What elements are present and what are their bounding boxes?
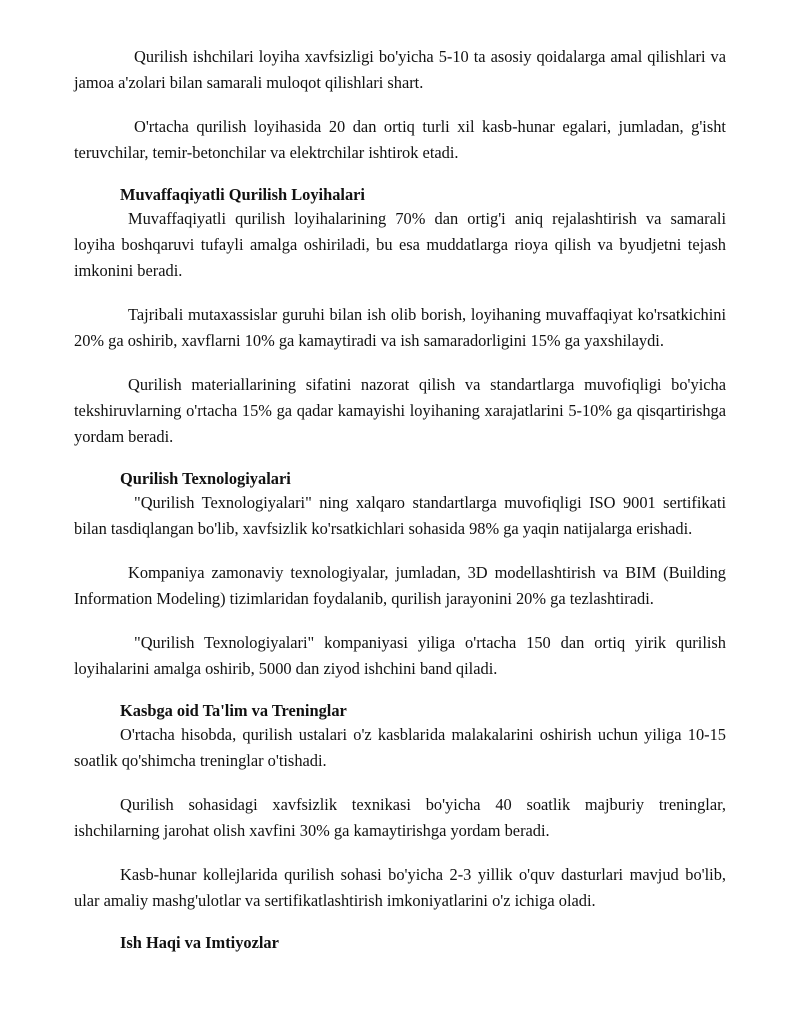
section-heading: Ish Haqi va Imtiyozlar <box>120 933 279 952</box>
paragraph: Kompaniya zamonaviy texnologiyalar, jumladan, 3D modellashtirish va BIM (Building Information Modeling) tizimlaridan foydalanib, qurilish jarayonini 20% ga tezlashtiradi. <box>74 563 726 608</box>
paragraph: Qurilish ishchilari loyiha xavfsizligi bo'yicha 5-10 ta asosiy qoidalarga amal qilishlari va jamoa a'zolari bilan samarali muloqot qilishlari shart. <box>74 47 726 92</box>
section-heading: Muvaffaqiyatli Qurilish Loyihalari <box>120 185 365 204</box>
section-heading: Kasbga oid Ta'lim va Treninglar <box>120 701 347 720</box>
paragraph: O'rtacha hisobda, qurilish ustalari o'z kasblarida malakalarini oshirish uchun yiliga 10-15 soatlik qo'shimcha treninglar o'tishadi. <box>74 725 726 770</box>
paragraph: Qurilish materiallarining sifatini nazorat qilish va standartlarga muvofiqligi bo'yicha tekshiruvlarning o'rtacha 15% ga qadar kamayishi loyihaning xarajatlarini 5-10% ga qisqartirishga yordam beradi. <box>74 375 726 446</box>
paragraph: "Qurilish Texnologiyalari" kompaniyasi yiliga o'rtacha 150 dan ortiq yirik qurilish loyihalarini amalga oshirib, 5000 dan ziyod ishchini band qiladi. <box>74 633 726 678</box>
paragraph: Muvaffaqiyatli qurilish loyihalarining 70% dan ortig'i aniq rejalashtirish va samarali loyiha boshqaruvi tufayli amalga oshiriladi, bu esa muddatlarga rioya qilish va byudjetni tejash imkonini beradi. <box>74 209 726 280</box>
paragraph: Kasb-hunar kollejlarida qurilish sohasi bo'yicha 2-3 yillik o'quv dasturlari mavjud bo'lib, ular amaliy mashg'ulotlar va sertifikatlashtirish imkoniyatlarini o'z ichiga oladi. <box>74 865 726 910</box>
paragraph: Tajribali mutaxassislar guruhi bilan ish olib borish, loyihaning muvaffaqiyat ko'rsatkichini 20% ga oshirib, xavflarni 10% ga kamaytiradi va ish samaradorligini 15% ga yaxshilaydi. <box>74 305 726 350</box>
section-heading: Qurilish Texnologiyalari <box>120 469 291 488</box>
paragraph: Qurilish sohasidagi xavfsizlik texnikasi bo'yicha 40 soatlik majburiy treninglar, ishchilarning jarohat olish xavfini 30% ga kamaytirishga yordam beradi. <box>74 795 726 840</box>
paragraph: "Qurilish Texnologiyalari" ning xalqaro standartlarga muvofiqligi ISO 9001 sertifikati bilan tasdiqlangan bo'lib, xavfsizlik ko'rsatkichlari sohasida 98% ga yaqin natijalarga erishadi. <box>74 493 726 538</box>
paragraph: O'rtacha qurilish loyihasida 20 dan ortiq turli xil kasb-hunar egalari, jumladan, g'isht teruvchilar, temir-betonchilar va elektrchilar ishtirok etadi. <box>74 117 726 162</box>
